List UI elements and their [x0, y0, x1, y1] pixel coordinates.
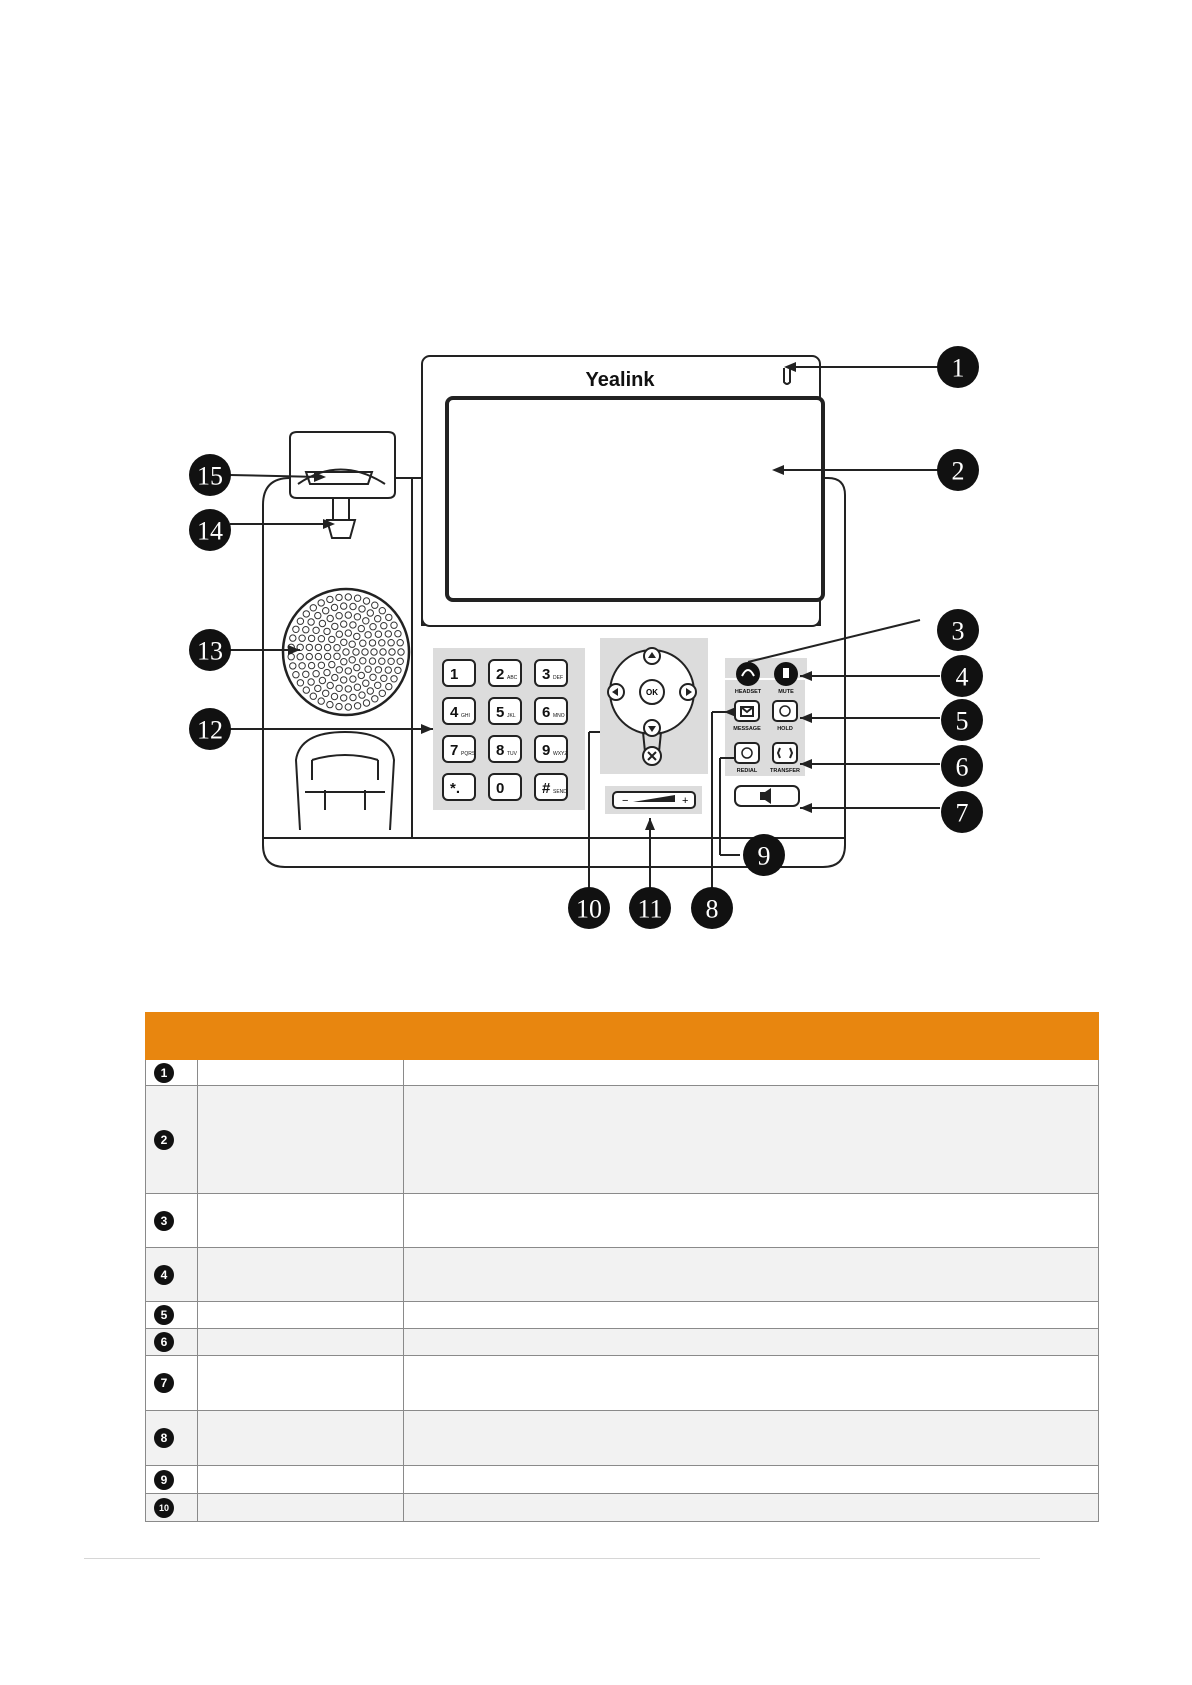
callout-7 — [941, 791, 983, 833]
speaker-hole — [363, 618, 369, 624]
mute-label: MUTE — [778, 689, 794, 695]
speaker-hole — [327, 701, 333, 707]
speaker-hole — [315, 644, 321, 650]
speaker-hole — [367, 688, 373, 694]
keypad-key-label: *. — [450, 780, 461, 797]
speaker-hole — [336, 631, 342, 637]
row-number-cell — [146, 1302, 198, 1329]
table-row — [146, 1194, 1099, 1248]
speaker-hole — [381, 675, 387, 681]
speaker-hole — [360, 640, 366, 646]
keypad-key-letters: TUV — [507, 751, 517, 757]
speaker-hole — [299, 663, 305, 669]
table-row — [146, 1411, 1099, 1466]
speaker-hole — [354, 703, 360, 709]
keypad-key[interactable] — [535, 736, 567, 762]
speaker-hole — [388, 640, 394, 646]
speaker-hole — [375, 631, 381, 637]
speaker-hole — [303, 687, 309, 693]
row-description-cell — [404, 1302, 1099, 1329]
row-description-cell — [404, 1194, 1099, 1248]
speaker-hole — [388, 658, 394, 664]
speaker-hole — [375, 616, 381, 622]
speaker-hole — [303, 611, 309, 617]
speaker-hole — [370, 674, 376, 680]
callout-2 — [937, 449, 979, 491]
speaker-hole — [360, 658, 366, 664]
keypad-key-label: 0 — [496, 780, 505, 797]
row-number-badge: 3 — [154, 1211, 174, 1231]
row-number-badge: 6 — [154, 1332, 174, 1352]
row-number-badge: 4 — [154, 1265, 174, 1285]
speaker-hole — [331, 604, 337, 610]
row-number-badge: 7 — [154, 1373, 174, 1393]
headset-label: HEADSET — [734, 689, 762, 695]
svg-text:11: 11 — [637, 894, 663, 924]
speaker-hole — [345, 668, 351, 674]
table-row — [146, 1086, 1099, 1194]
row-number-cell — [146, 1494, 198, 1522]
svg-text:3: 3 — [951, 616, 965, 646]
speaker-hole — [354, 633, 360, 639]
row-description-cell — [404, 1248, 1099, 1302]
speaker-hole — [372, 696, 378, 702]
keypad-key-letters: PQRS — [461, 751, 476, 757]
transfer-label: TRANSFER — [770, 768, 800, 774]
speaker-hole — [354, 684, 360, 690]
row-number-badge: 9 — [154, 1470, 174, 1490]
row-number-badge: 8 — [154, 1428, 174, 1448]
row-name-cell — [198, 1248, 404, 1302]
speaker-hole — [375, 682, 381, 688]
row-number-cell — [146, 1466, 198, 1494]
speaker-hole — [324, 669, 330, 675]
speaker-hole — [315, 685, 321, 691]
keypad-key[interactable] — [489, 660, 521, 686]
speaker-hole — [379, 608, 385, 614]
speaker-hole — [350, 694, 356, 700]
speaker-hole — [385, 631, 391, 637]
speaker-hole — [345, 686, 351, 692]
speaker-hole — [334, 645, 340, 651]
speaker-hole — [297, 680, 303, 686]
speaker-hole — [308, 619, 314, 625]
speaker-hole — [369, 658, 375, 664]
brand-logo: Yealink — [585, 369, 655, 391]
speaker-hole — [319, 677, 325, 683]
keypad-key-label: 4 — [450, 704, 459, 721]
row-number-cell — [146, 1060, 198, 1086]
keypad-key[interactable] — [535, 698, 567, 724]
table-row — [146, 1466, 1099, 1494]
keypad-key-letters: SEND — [553, 789, 567, 795]
row-name-cell — [198, 1411, 404, 1466]
message-label: MESSAGE — [733, 726, 761, 732]
header-cell-description — [404, 1013, 1099, 1060]
row-name-cell — [198, 1060, 404, 1086]
row-description-cell — [404, 1329, 1099, 1356]
speaker-hole — [323, 690, 329, 696]
speaker-hole — [379, 658, 385, 664]
table-row — [146, 1302, 1099, 1329]
svg-text:6: 6 — [955, 752, 969, 782]
svg-text:13: 13 — [197, 636, 223, 666]
speaker-hole — [349, 641, 355, 647]
speaker-hole — [315, 653, 321, 659]
speaker-hole — [336, 667, 342, 673]
speaker-hole — [318, 600, 324, 606]
speaker-hole — [332, 674, 338, 680]
speaker-hole — [345, 630, 351, 636]
speaker-hole — [329, 661, 335, 667]
svg-text:2: 2 — [951, 456, 965, 486]
row-name-cell — [198, 1194, 404, 1248]
speaker-hole — [336, 703, 342, 709]
row-name-cell — [198, 1086, 404, 1194]
redial-key[interactable] — [735, 743, 759, 763]
speaker-hole — [385, 667, 391, 673]
speaker-hole — [310, 605, 316, 611]
speaker-hole — [313, 671, 319, 677]
touch-screen[interactable] — [447, 398, 823, 600]
speaker-hole — [372, 602, 378, 608]
speaker-hole — [297, 654, 303, 660]
keypad-key-letters: ABC — [507, 675, 518, 681]
speaker-hole — [345, 594, 351, 600]
redial-label: REDIAL — [736, 768, 758, 774]
speaker-hole — [324, 644, 330, 650]
row-description-cell — [404, 1494, 1099, 1522]
callout-14 — [189, 509, 231, 551]
svg-text:4: 4 — [955, 662, 969, 692]
svg-text:9: 9 — [757, 841, 771, 871]
speaker-hole — [308, 679, 314, 685]
speaker-hole — [318, 698, 324, 704]
footer-divider — [84, 1558, 1040, 1559]
header-cell-number — [146, 1013, 198, 1060]
handset-cradle — [296, 732, 394, 830]
speaker-hole — [395, 631, 401, 637]
keypad-key[interactable] — [535, 774, 567, 800]
row-number-badge: 1 — [154, 1063, 174, 1083]
speaker-hole — [334, 653, 340, 659]
keypad-key-label: 9 — [542, 742, 551, 759]
svg-text:14: 14 — [197, 516, 223, 546]
speaker-hole — [397, 640, 403, 646]
headset-key[interactable] — [736, 662, 760, 686]
speaker-hole — [306, 653, 312, 659]
row-number-badge: 10 — [154, 1498, 174, 1518]
row-name-cell — [198, 1466, 404, 1494]
speaker-hole — [345, 612, 351, 618]
keypad-key[interactable] — [489, 774, 521, 800]
keypad-key[interactable] — [443, 660, 475, 686]
keypad-key-letters: WXYZ — [553, 751, 568, 757]
speaker-hole — [336, 613, 342, 619]
speaker-hole — [369, 640, 375, 646]
speaker-hole — [363, 680, 369, 686]
speaker-hole — [363, 598, 369, 604]
callout-9 — [743, 834, 785, 876]
callout-1 — [937, 346, 979, 388]
row-number-cell — [146, 1356, 198, 1411]
speaker-hole — [315, 612, 321, 618]
speaker-hole — [375, 667, 381, 673]
table-row — [146, 1329, 1099, 1356]
speaker-hole — [331, 693, 337, 699]
speaker-hole — [365, 666, 371, 672]
row-number-badge: 2 — [154, 1130, 174, 1150]
speaker-hole — [324, 653, 330, 659]
speaker-hole — [327, 596, 333, 602]
speaker-hole — [290, 635, 296, 641]
speaker-hole — [332, 623, 338, 629]
keypad-key-letters: MNO — [553, 713, 565, 719]
row-number-cell — [146, 1086, 198, 1194]
row-name-cell — [198, 1302, 404, 1329]
speaker-hole — [358, 625, 364, 631]
table-header-row — [146, 1013, 1099, 1060]
component-legend-table — [145, 1012, 1099, 1522]
speaker-hole — [341, 639, 347, 645]
speaker-hole — [359, 692, 365, 698]
hold-label: HOLD — [777, 726, 793, 732]
row-name-cell — [198, 1329, 404, 1356]
speaker-hole — [354, 614, 360, 620]
keypad-key-letters: JKL — [507, 713, 516, 719]
keypad-key-label: 2 — [496, 666, 505, 683]
speaker-hole — [353, 649, 359, 655]
keypad-key-label: 3 — [542, 666, 551, 683]
speaker-hole — [341, 621, 347, 627]
speaker-hole — [341, 603, 347, 609]
speaker-hole — [354, 664, 360, 670]
speaker-hole — [308, 635, 314, 641]
row-name-cell — [198, 1356, 404, 1411]
callout-11 — [629, 887, 671, 929]
speaker-hole — [341, 659, 347, 665]
keypad-key-label: 7 — [450, 742, 459, 759]
speaker-hole — [350, 676, 356, 682]
row-name-cell — [198, 1494, 404, 1522]
row-description-cell — [404, 1356, 1099, 1411]
speaker-hole — [341, 677, 347, 683]
speaker-hole — [343, 649, 349, 655]
table-row — [146, 1060, 1099, 1086]
row-number-cell — [146, 1248, 198, 1302]
speaker-hole — [313, 627, 319, 633]
volume-plus-label: + — [682, 795, 689, 807]
transfer-key[interactable] — [773, 743, 797, 763]
speaker-hole — [323, 608, 329, 614]
speaker-hole — [371, 649, 377, 655]
speaker-hole — [386, 683, 392, 689]
svg-text:5: 5 — [955, 706, 969, 736]
speaker-hole — [297, 618, 303, 624]
callout-8 — [691, 887, 733, 929]
row-number-cell — [146, 1194, 198, 1248]
speaker-hole — [379, 690, 385, 696]
speaker-hole — [391, 622, 397, 628]
callout-3 — [937, 609, 979, 651]
keypad-key-label: 1 — [450, 666, 459, 683]
svg-text:8: 8 — [705, 894, 719, 924]
speaker-hole — [365, 632, 371, 638]
speaker-hole — [341, 695, 347, 701]
speaker-hole — [349, 657, 355, 663]
keypad-key[interactable] — [489, 698, 521, 724]
svg-text:15: 15 — [197, 461, 223, 491]
callout-5 — [941, 699, 983, 741]
row-description-cell — [404, 1086, 1099, 1194]
speaker-hole — [306, 644, 312, 650]
volume-minus-label: − — [622, 795, 629, 807]
speaker-hole — [290, 663, 296, 669]
speaker-hole — [327, 615, 333, 621]
speaker-hole — [359, 606, 365, 612]
header-cell-name — [198, 1013, 404, 1060]
keypad-key[interactable] — [443, 698, 475, 724]
row-description-cell — [404, 1411, 1099, 1466]
speaker-hole — [367, 610, 373, 616]
speaker-hole — [329, 636, 335, 642]
speaker-hole — [350, 622, 356, 628]
speaker-hole — [398, 649, 404, 655]
speaker-hole — [299, 635, 305, 641]
keypad-key-letters: DEF — [553, 675, 563, 681]
keypad-key-label: 6 — [542, 704, 551, 721]
speaker-hole — [318, 636, 324, 642]
row-number-cell — [146, 1411, 198, 1466]
speaker-hole — [358, 672, 364, 678]
speaker-hole — [336, 685, 342, 691]
keypad-key-label: # — [542, 780, 551, 797]
speaker-hole — [303, 671, 309, 677]
ok-key-label: OK — [646, 688, 658, 697]
callout-15 — [189, 454, 231, 496]
svg-text:10: 10 — [576, 894, 602, 924]
speaker-hole — [303, 627, 309, 633]
speaker-hole — [362, 649, 368, 655]
keypad-key-label: 8 — [496, 742, 505, 759]
handset-hook-top — [290, 432, 395, 498]
speaker-hole — [379, 640, 385, 646]
mute-key[interactable] — [774, 662, 798, 686]
speaker-hole — [324, 628, 330, 634]
speaker-hole — [293, 626, 299, 632]
speaker-hole — [397, 658, 403, 664]
speaker-hole — [336, 594, 342, 600]
speaker-hole — [293, 672, 299, 678]
speaker-hole — [363, 700, 369, 706]
speaker-hole — [395, 667, 401, 673]
callout-10 — [568, 887, 610, 929]
speaker-hole — [308, 662, 314, 668]
keypad-key[interactable] — [489, 736, 521, 762]
svg-text:12: 12 — [197, 715, 223, 745]
row-number-cell — [146, 1329, 198, 1356]
table-row — [146, 1494, 1099, 1522]
hold-key[interactable] — [773, 701, 797, 721]
callout-6 — [941, 745, 983, 787]
callout-4 — [941, 655, 983, 697]
row-description-cell — [404, 1060, 1099, 1086]
row-number-badge: 5 — [154, 1305, 174, 1325]
speaker-hole — [350, 603, 356, 609]
speaker-hole — [319, 620, 325, 626]
speaker-hole — [370, 624, 376, 630]
speaker-hole — [318, 662, 324, 668]
table-row — [146, 1356, 1099, 1411]
keypad-key-letters: GHI — [461, 713, 470, 719]
keypad-key[interactable] — [535, 660, 567, 686]
speaker-hole — [380, 649, 386, 655]
svg-text:7: 7 — [955, 798, 969, 828]
svg-text:1: 1 — [951, 353, 965, 383]
speaker-hole — [327, 682, 333, 688]
keypad-key-label: 5 — [496, 704, 505, 721]
callout-12 — [189, 708, 231, 750]
row-description-cell — [404, 1466, 1099, 1494]
speaker-hole — [386, 614, 392, 620]
speaker-hole — [391, 676, 397, 682]
callout-13 — [189, 629, 231, 671]
speaker-hole — [310, 693, 316, 699]
speaker-hole — [345, 704, 351, 710]
speaker-hole — [389, 649, 395, 655]
speaker-hole — [354, 595, 360, 601]
table-row — [146, 1248, 1099, 1302]
keypad-key[interactable] — [443, 736, 476, 762]
keypad-key[interactable] — [443, 774, 475, 800]
speaker-hole — [381, 623, 387, 629]
